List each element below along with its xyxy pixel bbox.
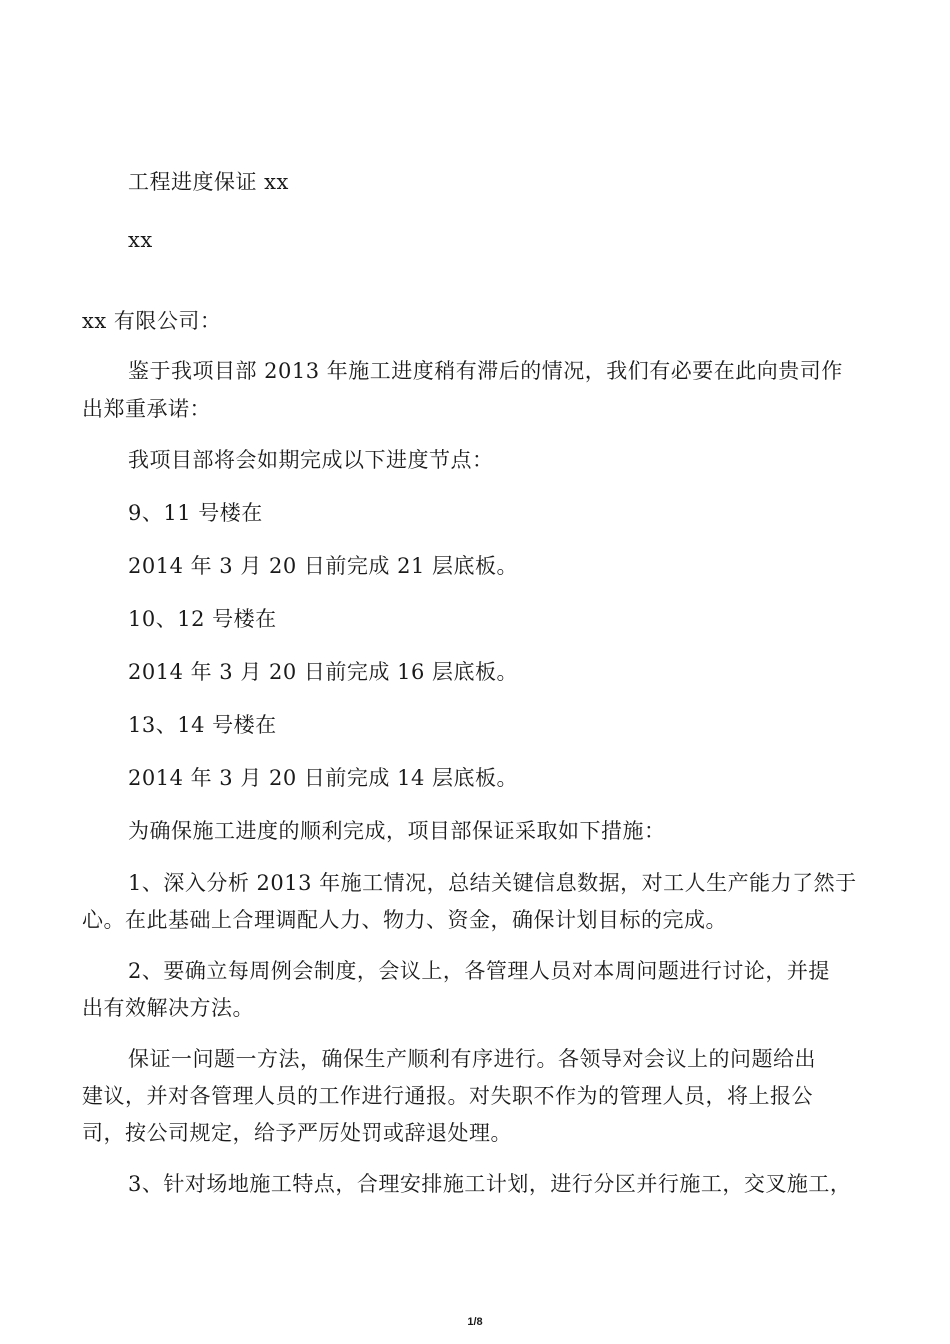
paragraph-line: 1、深入分析 2013 年施工情况，总结关键信息数据，对工人生产能力了然于 (128, 871, 857, 895)
paragraph-line: 3、针对场地施工特点，合理安排施工计划，进行分区并行施工，交叉施工， (128, 1172, 852, 1196)
document-subtitle: xx (128, 228, 153, 252)
addressee: xx 有限公司： (82, 309, 222, 333)
document-title: 工程进度保证 xx (128, 170, 289, 194)
paragraph-line: 我项目部将会如期完成以下进度节点： (128, 448, 494, 472)
page-number: 1/8 (467, 1316, 483, 1328)
paragraph-line: 10、12 号楼在 (128, 607, 277, 631)
paragraph-line: 心。在此基础上合理调配人力、物力、资金，确保计划目标的完成。 (82, 908, 727, 932)
paragraph-line: 9、11 号楼在 (128, 501, 263, 525)
paragraph-line: 建议，并对各管理人员的工作进行通报。对失职不作为的管理人员，将上报公 (82, 1084, 813, 1108)
paragraph-line: 保证一问题一方法，确保生产顺利有序进行。各领导对会议上的问题给出 (128, 1047, 816, 1071)
paragraph-line: 出有效解决方法。 (82, 996, 254, 1020)
paragraph-line: 2014 年 3 月 20 日前完成 21 层底板。 (128, 554, 518, 578)
paragraph-line: 司，按公司规定，给予严厉处罚或辞退处理。 (82, 1121, 512, 1145)
paragraph-line: 2014 年 3 月 20 日前完成 14 层底板。 (128, 766, 518, 790)
paragraph-line: 2、要确立每周例会制度，会议上，各管理人员对本周问题进行讨论，并提 (128, 959, 830, 983)
paragraph-line: 鉴于我项目部 2013 年施工进度稍有滞后的情况，我们有必要在此向贵司作 (128, 359, 843, 383)
paragraph-line: 2014 年 3 月 20 日前完成 16 层底板。 (128, 660, 518, 684)
paragraph-line: 出郑重承诺： (82, 397, 211, 421)
paragraph-line: 为确保施工进度的顺利完成，项目部保证采取如下措施： (128, 819, 666, 843)
paragraph-line: 13、14 号楼在 (128, 713, 277, 737)
